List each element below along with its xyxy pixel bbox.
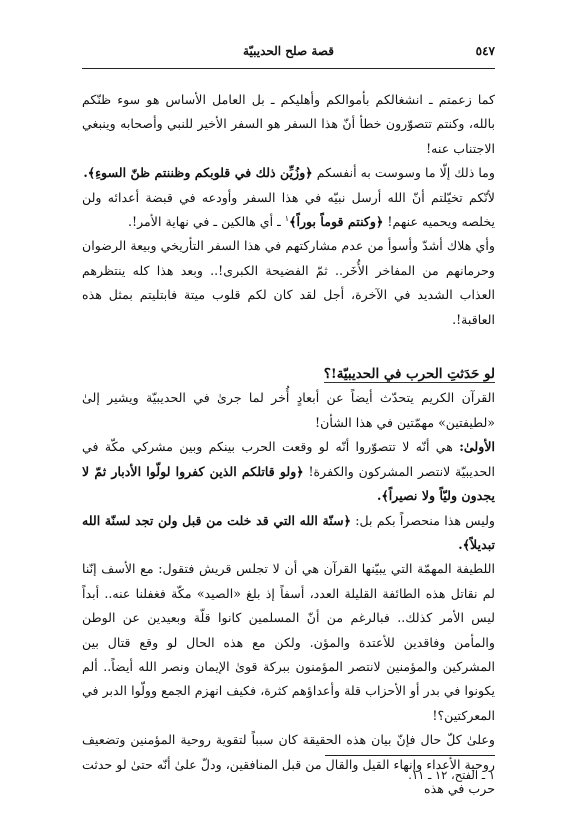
paragraph <box>82 161 495 185</box>
quranic-quote: ﴿وزُيِّن ذلك في قلوبكم وظننتم ظنّ السوءِ﴾. <box>83 165 313 181</box>
text-run: ـ أي هالكين ـ في نهاية الأمر!. <box>128 214 285 230</box>
text-run: كما زعمتم ـ انشغالكم بأموالكم وأهليكم ـ بل العامل الأساس هو سوء ظنّكم بالله، وكنتم تتصوّرون خطأ أنّ هذا السفر هو السفر الأخير للنبي وأصحابه وينبغي الاجتناب عنه! <box>82 92 495 156</box>
paragraph: القرآن الكريم يتحدّث أيضاً عن أبعادٍ أُخر لما جرىٰ في الحديبيّة ويشير إلىٰ «لطيفتين» مهمّتين في هذا الشأن! <box>82 390 495 430</box>
header-rule <box>82 68 495 69</box>
section-heading-text: لو حَدَثتِ الحرب في الحديبيّة!؟ <box>323 366 495 383</box>
paragraph <box>82 186 495 235</box>
paragraph: وأي هلاك أشدّ وأسوأ من عدم مشاركتهم في هذا السفر التأريخي وبيعة الرضوان وحرمانهم من المفاخر الأُخَر.. ثمّ الفضيحة الكبرى!.. وبعد هذا كله ينتظرهم العذاب الشديد في الآخرة، أجل لقد كان لكم قلوب ميتة فابتليتم بمثل هذه العاقبة!. <box>82 238 495 327</box>
paragraph: وعلىٰ كلّ حال فإنّ بيان هذه الحقيقة كان سبباً لتقوية روحية المؤمنين وتضعيف روحية الأعداء وإنهاء القيل والقال من قبل المنافقين، ودلّ علىٰ أنّه حتىٰ لو حدثت حرب في هذه <box>82 732 495 796</box>
footnote-ref: ١ <box>284 213 290 223</box>
running-header <box>82 44 495 64</box>
quranic-quote: ﴿سنّة الله التي قد خلت من قبل ولن تجد لسنّة الله تبديلاً﴾. <box>82 512 495 552</box>
text-run: وليس هذا منحصراً بكم بل: <box>355 512 495 528</box>
footnote-rule <box>325 755 495 756</box>
quranic-quote: ﴿ولو قاتلكم الذين كفروا لولّوا الأدبار ثمّ لا يجدون وليّاً ولا نصيراً﴾. <box>82 463 495 504</box>
paragraph <box>82 88 495 161</box>
section-heading <box>82 362 495 386</box>
main-text <box>82 88 495 801</box>
paragraph <box>82 509 495 558</box>
text-run: هي أنّه لا تتصوّروا أنّه لو وقعت الحرب بينكم وبين مشركي مكّة في الحديبيّة لانتصر المشركون والكفرة! <box>82 439 495 479</box>
text-run: وما ذلك إلّا ما وسوست به أنفسكم <box>316 165 495 181</box>
paragraph <box>82 435 495 508</box>
footnote: ١ ـ الفتح، ١٢ ـ ١١. <box>408 768 495 782</box>
text-run: لأنّكم تخيّلتم أنّ الله أرسل نبيّه في هذا السفر وأودعه في قبضة أعدائه ولن يخلصه ويحميه عنهم! <box>82 189 495 230</box>
paragraph: اللطيفة المهمّة التي يبيّنها القرآن هي أن لا تجلس قريش فتقول: مع الأسف إنّنا لم نقاتل هذه الطائفة القليلة العدد، أسفاً إذ بلغ «الصيد» مكّة فغفلنا عنه.. أبداً ليس الأمر كذلك.. فبالرغم من أنّ المسلمين كانوا قلّة وبعيدين عن الوطن والمأمن وفاقدين للأعتدة والمؤن. ولكن مع هذه الحال لو وقع قتال بين المشركين والمؤمنين لانتصر المؤمنون ببركة قوىٰ الإيمان ونصر الله أيضاً.. ألم يكونوا في بدر أو الأحزاب قلة وأعداؤهم كثرة، فكيف انهزم الجمع وولّوا الدبر في المعركتين؟! <box>82 561 495 723</box>
quranic-quote: ﴿وكنتم قوماً بوراً﴾ <box>289 214 384 230</box>
point-label: الأولىٰ: <box>459 439 495 455</box>
chapter-title: قصة صلح الحديبيّة <box>243 44 334 58</box>
page-number: ٥٤٧ <box>475 44 495 58</box>
